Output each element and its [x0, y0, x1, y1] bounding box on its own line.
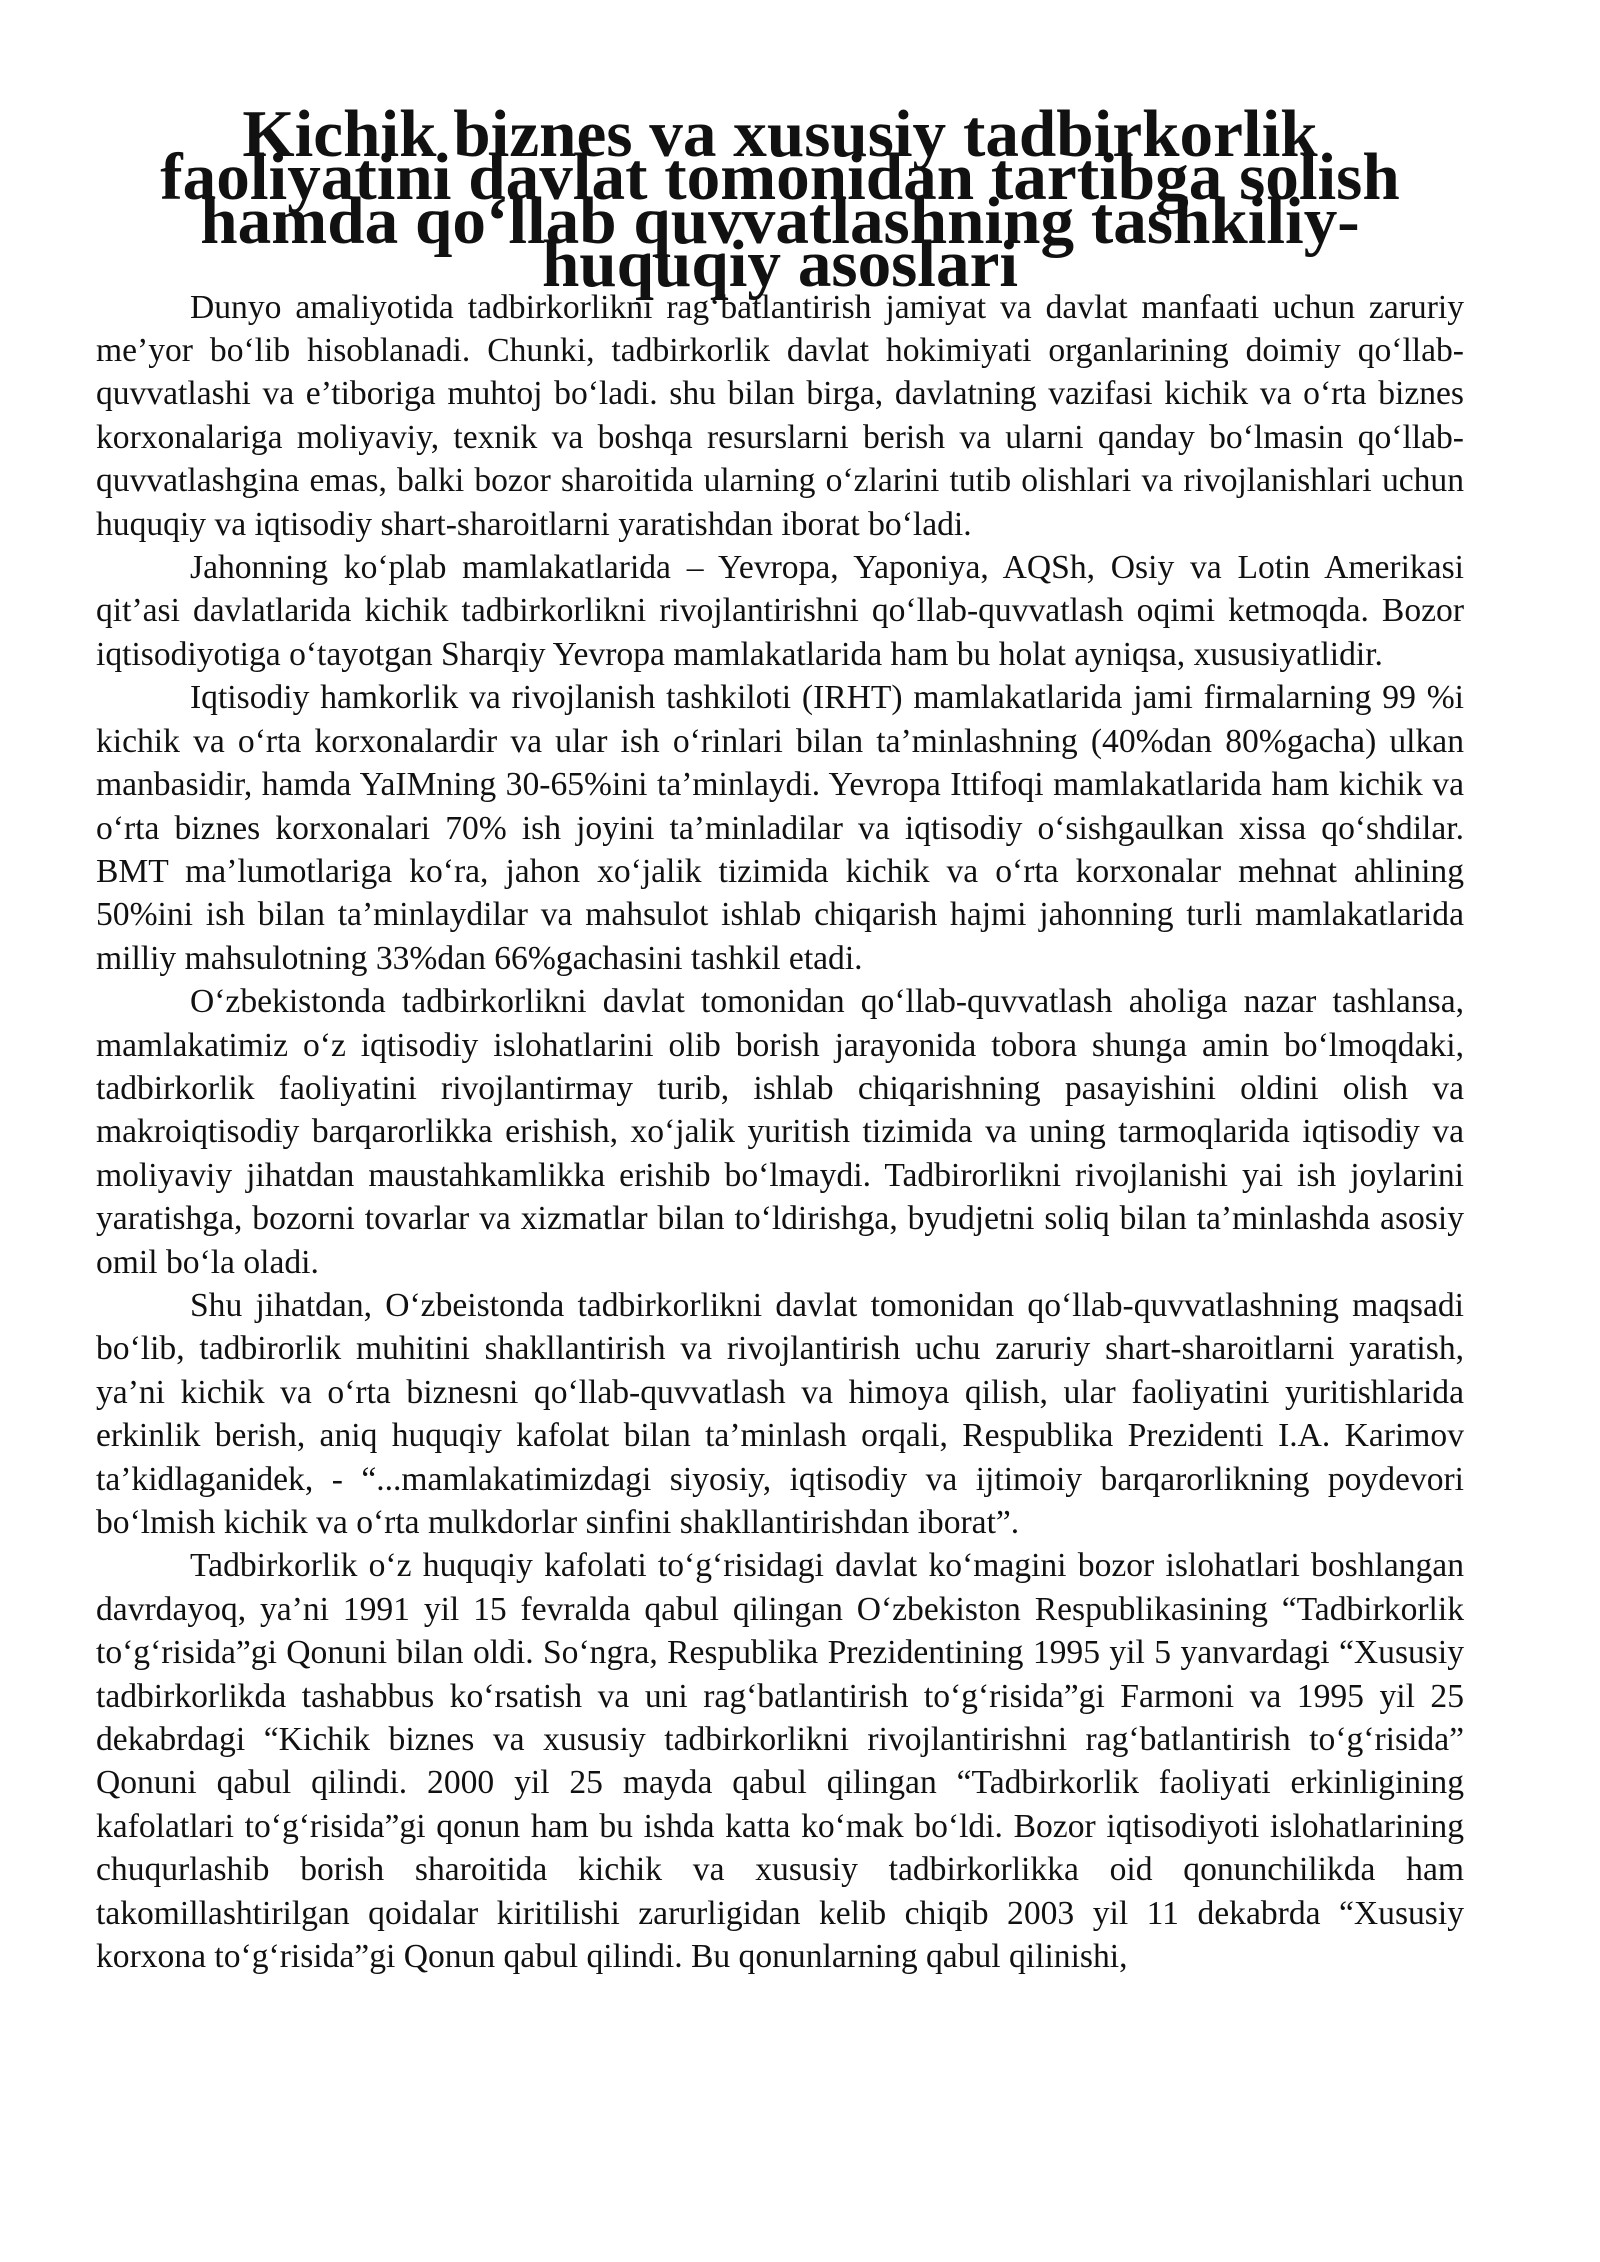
document-page — [96, 96, 1464, 1978]
document-title: Kichik biznes va xususiy tadbirkorlik faoliyatini davlat tomonidan tartibga solish hamda qo‘llab quvvatlashning tashkiliy-huquqiy asoslari — [160, 96, 1400, 302]
paragraph-6: Tadbirkorlik o‘z huquqiy kafolati to‘g‘risidagi davlat ko‘magini bozor islohatlari boshlangan davrdayoq, ya’ni 1991 yil 15 fevralda qabul qilingan O‘zbekiston Respublikasining “Tadbirkorlik to‘g‘risida”gi Qonuni bilan oldi. So‘ngra, Respublika Prezidentining 1995 yil 5 yanvardagi “Xususiy tadbirkorlikda tashabbus ko‘rsatish va uni rag‘batlantirish to‘g‘risida”gi Farmoni va 1995 yil 25 dekabrdagi “Kichik biznes va xususiy tadbirkorlikni rivojlantirishni rag‘batlantirish to‘g‘risida” Qonuni qabul qilindi. 2000 yil 25 mayda qabul qilingan “Tadbirkorlik faoliyati erkinligining kafolatlari to‘g‘risida”gi qonun ham bu ishda katta ko‘mak bo‘ldi. Bozor iqtisodiyoti islohatlarining chuqurlashib borish sharoitida kichik va xususiy tadbirkorlikka oid qonunchilikda ham takomillashtirilgan qoidalar kiritilishi zarurligidan kelib chiqib 2003 yil 11 dekabrda “Xususiy korxona to‘g‘risida”gi Qonun qabul qilindi. Bu qonunlarning qabul qilinishi, — [96, 1547, 1464, 1976]
paragraph-5: Shu jihatdan, O‘zbeistonda tadbirkorlikni davlat tomonidan qo‘llab-quvvatlashning maqsadi bo‘lib, tadbirorlik muhitini shakllantirish va rivojlantirish uchu zaruriy shart-sharoitlarni yaratish, ya’ni kichik va o‘rta biznesni qo‘llab-quvvatlash va himoya qilish, ular faoliyatini yuritishlarida erkinlik berish, aniq huquqiy kafolat bilan ta’minlash orqali, Respublika Prezidenti I.A. Karimov ta’kidlaganidek, - “...mamlakatimizdagi siyosiy, iqtisodiy va ijtimoiy barqarorlikning poydevori bo‘lmish kichik va o‘rta mulkdorlar sinfini shakllantirishdan iborat”. — [96, 1286, 1464, 1541]
paragraph-4: O‘zbekistonda tadbirkorlikni davlat tomonidan qo‘llab-quvvatlash aholiga nazar tashlansa, mamlakatimiz o‘z iqtisodiy islohatlarini olib borish jarayonida tobora shunga amin bo‘lmoqdaki, tadbirkorlik faoliyatini rivojlantirmay turib, ishlab chiqarishning pasayishini oldini olish va makroiqtisodiy barqarorlikka erishish, xo‘jalik yuritish tizimida va uning tarmoqlarida iqtisodiy va moliyaviy jihatdan maustahkamlikka erishib bo‘lmaydi. Tadbirorlikni rivojlanishi yai ish joylarini yaratishga, bozorni tovarlar va xizmatlar bilan to‘ldirishga, byudjetni soliq bilan ta’minlashda asosiy omil bo‘la oladi. — [96, 983, 1464, 1281]
paragraph-2: Jahonning ko‘plab mamlakatlarida – Yevropa, Yaponiya, AQSh, Osiy va Lotin Amerikasi qit’asi davlatlarida kichik tadbirkorlikni rivojlantirishni qo‘llab-quvvatlash oqimi ketmoqda. Bozor iqtisodiyotiga o‘tayotgan Sharqiy Yevropa mamlakatlarida ham bu holat ayniqsa, xususiyatlidir. — [96, 549, 1464, 673]
paragraph-3: Iqtisodiy hamkorlik va rivojlanish tashkiloti (IRHT) mamlakatlarida jami firmalarning 99 %i kichik va o‘rta korxonalardir va ular ish o‘rinlari bilan ta’minlashning (40%dan 80%gacha) ulkan manbasidir, hamda YaIMning 30-65%ini ta’minlaydi. Yevropa Ittifoqi mamlakatlarida ham kichik va o‘rta biznes korxonalari 70% ish joyini ta’minladilar va iqtisodiy o‘sishgaulkan xissa qo‘shdilar. BMT ma’lumotlariga ko‘ra, jahon xo‘jalik tizimida kichik va o‘rta korxonalar mehnat ahlining 50%ini ish bilan ta’minlaydilar va mahsulot ishlab chiqarish hajmi jahonning turli mamlakatlarida milliy mahsulotning 33%dan 66%gachasini tashkil etadi. — [96, 679, 1464, 977]
paragraph-1: Dunyo amaliyotida tadbirkorlikni rag‘batlantirish jamiyat va davlat manfaati uchun zaruriy me’yor bo‘lib hisoblanadi. Chunki, tadbirkorlik davlat hokimiyati organlarining doimiy qo‘llab-quvvatlashi va e’tiboriga muhtoj bo‘ladi. shu bilan birga, davlatning vazifasi kichik va o‘rta biznes korxonalariga moliyaviy, texnik va boshqa resurslarni berish va ularni qanday bo‘lmasin qo‘llab-quvvatlashgina emas, balki bozor sharoitida ularning o‘zlarini tutib olishlari va rivojlanishlari uchun huquqiy va iqtisodiy shart-sharoitlarni yaratishdan iborat bo‘ladi. — [96, 288, 1464, 543]
